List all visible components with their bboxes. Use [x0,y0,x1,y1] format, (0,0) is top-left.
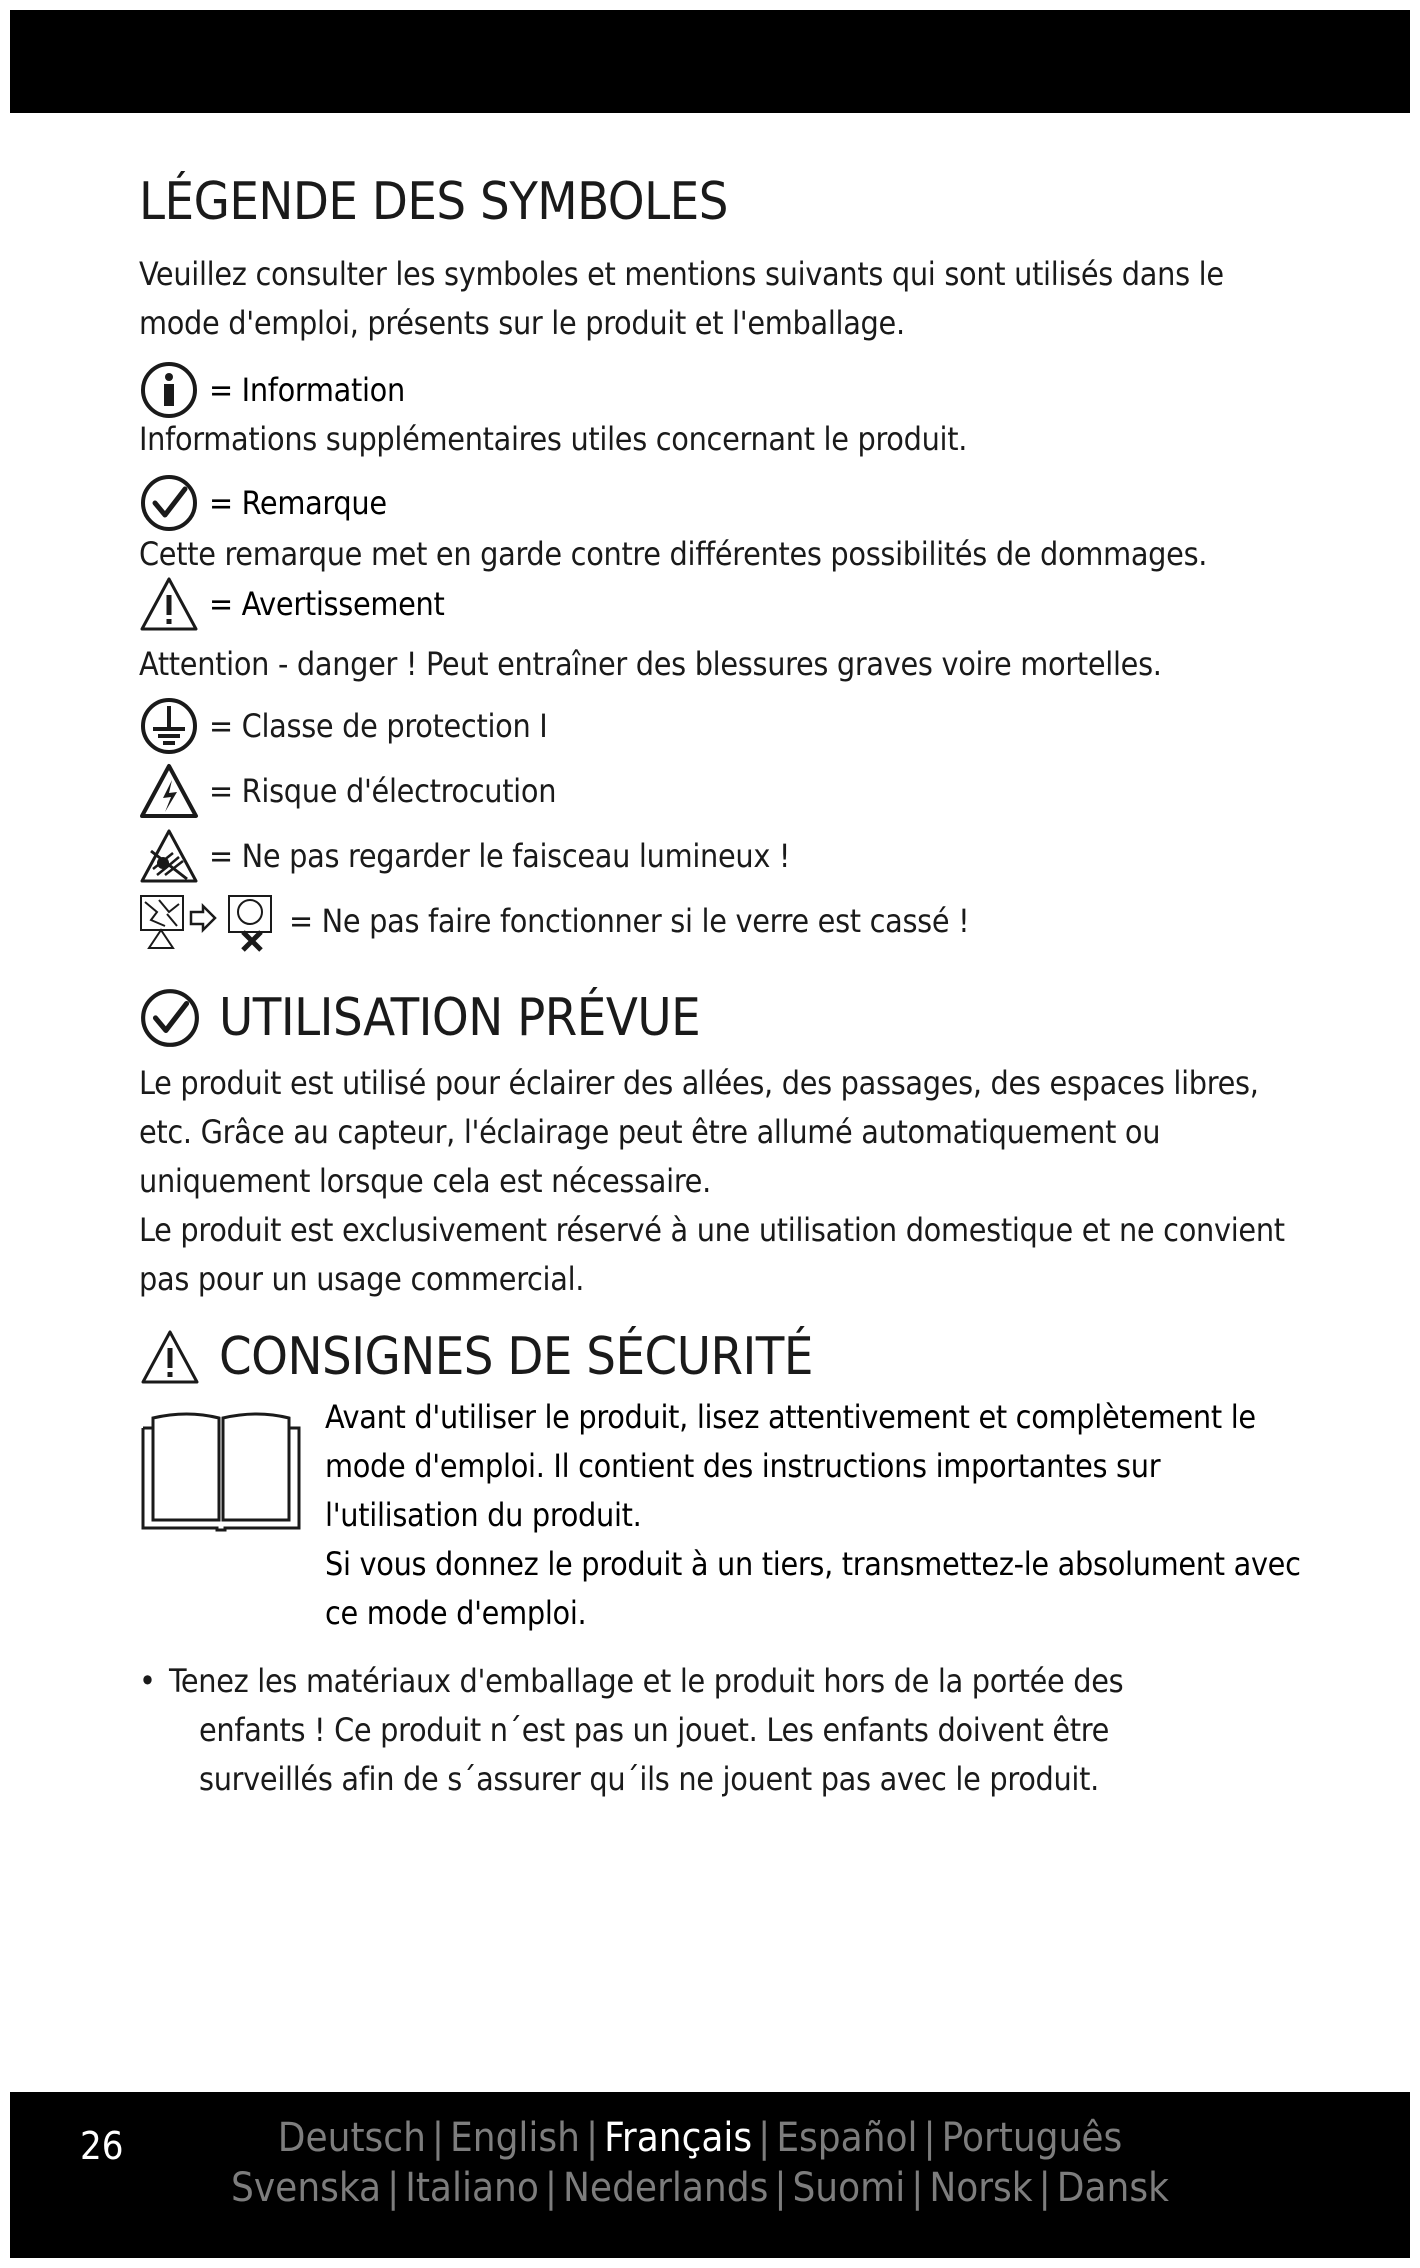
language-link-english[interactable]: English [450,2115,580,2161]
symbol-note: = Remarque [139,473,387,533]
usage-heading [139,987,700,1049]
info-icon [139,360,199,420]
bullet-mark: • [139,1662,156,1700]
symbol-light-beam: = Ne pas regarder le faisceau lumineux ! [139,827,790,885]
manual-text-2: Si vous donnez le produit à un tiers, transmettez-le absolument avec ce mode d'emploi. [325,1545,1301,1632]
separator: | [431,2115,445,2161]
language-nav-row-2 [150,2165,1250,2211]
header-bar [10,10,1410,113]
language-link-norsk[interactable]: Norsk [929,2165,1033,2211]
bullet-text: Tenez les matériaux d'emballage et le produit hors de la portée des enfants ! Ce produit n´est pas un jouet. Les enfants doivent être surveillés afin de s´assurer qu´ils ne jouent pas avec le produit. [169,1662,1124,1798]
check-circle-icon [139,473,199,533]
language-link-suomi[interactable]: Suomi [792,2165,906,2211]
manual-notice [325,1393,1305,1638]
language-link-deutsch[interactable]: Deutsch [277,2115,426,2161]
open-book-icon [139,1410,303,1534]
ground-icon [139,696,199,756]
separator: | [758,2115,771,2161]
symbol-electric-shock: = Risque d'électrocution [139,762,556,820]
language-link-portugues[interactable]: Português [941,2115,1123,2161]
warning-icon [139,1328,201,1386]
symbol-info: = Information [139,360,405,420]
separator: | [1038,2165,1051,2211]
language-link-svenska[interactable]: Svenska [231,2165,382,2211]
separator: | [586,2115,599,2161]
usage-title: UTILISATION PRÉVUE [219,988,701,1048]
separator: | [387,2165,400,2211]
note-description: Cette remarque met en garde contre différentes possibilités de dommages. [139,535,1208,573]
language-link-espanol[interactable]: Español [776,2115,918,2161]
separator: | [911,2165,924,2211]
language-link-francais[interactable]: Français [604,2115,753,2161]
separator: | [774,2165,787,2211]
warning-icon [139,575,199,633]
info-description: Informations supplémentaires utiles concernant le produit. [139,420,968,458]
electric-shock-icon [139,762,199,820]
language-link-dansk[interactable]: Dansk [1056,2165,1169,2211]
symbol-broken-glass: = Ne pas faire fonctionner si le verre est cassé ! [139,890,969,952]
check-circle-icon [139,987,201,1049]
language-nav-row-1 [150,2115,1250,2161]
list-item [139,1657,1199,1804]
no-look-beam-icon [139,827,199,885]
warning-description: Attention - danger ! Peut entraîner des blessures graves voire mortelles. [139,645,1162,683]
usage-paragraph-1: Le produit est utilisé pour éclairer des allées, des passages, des espaces libres, etc. Grâce au capteur, l'éclairage peut être allumé automatiquement ou uniquement lorsque cela est nécessaire. [139,1064,1259,1200]
manual-text-1: Avant d'utiliser le produit, lisez attentivement et complètement le mode d'emploi. Il contient des instructions importantes sur l'utilisation du produit. [325,1398,1256,1534]
language-link-nederlands[interactable]: Nederlands [563,2165,769,2211]
safety-heading [139,1327,813,1387]
safety-title: CONSIGNES DE SÉCURITÉ [219,1327,813,1387]
usage-paragraph-2: Le produit est exclusivement réservé à une utilisation domestique et ne convient pas pour un usage commercial. [139,1211,1285,1298]
page-number: 26 [80,2124,124,2168]
legend-intro: Veuillez consulter les symboles et mentions suivants qui sont utilisés dans le mode d'emploi, présents sur le produit et l'emballage. [139,255,1224,342]
broken-glass-icon [139,890,279,952]
symbol-warning: = Avertissement [139,575,444,633]
symbol-protection-class: = Classe de protection I [139,696,547,756]
legend-title: LÉGENDE DES SYMBOLES [139,172,728,232]
separator: | [544,2165,557,2211]
separator: | [923,2115,936,2161]
language-link-italiano[interactable]: Italiano [405,2165,539,2211]
